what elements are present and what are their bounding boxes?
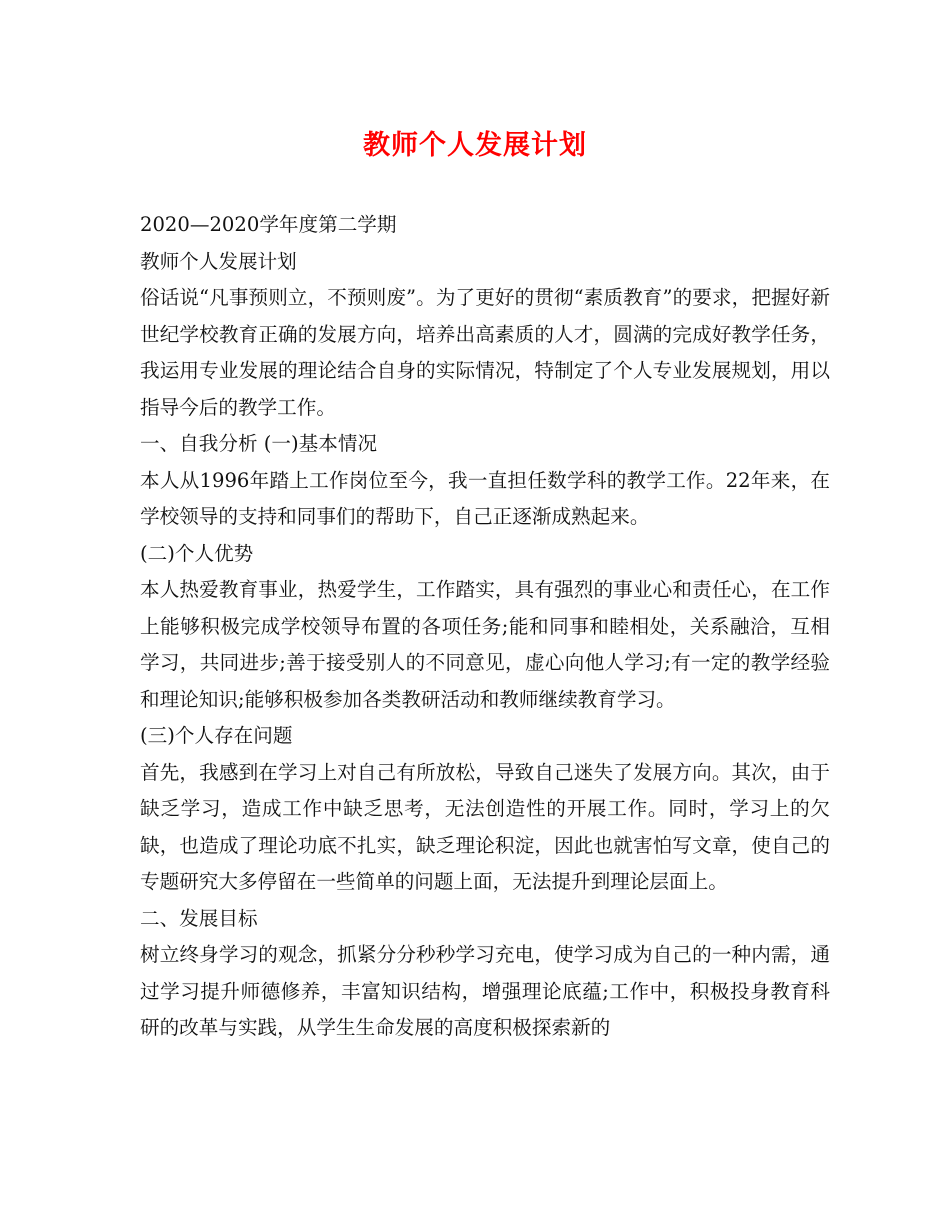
paragraph-subtitle: 教师个人发展计划: [140, 249, 297, 273]
paragraph-development-goals: 树立终身学习的观念，抓紧分分秒秒学习充电，使学习成为自己的一种内需，通过学习提升师德修养，丰富知识结构，增强理论底蕴;工作中，积极投身教育科研的改革与实践，从学生生命发展的高度积极探索新的: [140, 943, 830, 1039]
heading-development-goals: 二、发展目标: [140, 906, 258, 930]
heading-self-analysis: 一、自我分析 (一)基本情况: [140, 432, 378, 455]
paragraph-introduction: 俗话说“凡事预则立，不预则废”。为了更好的贯彻“素质教育”的要求，把握好新世纪学校教育正确的发展方向，培养出高素质的人才，圆满的完成好教学任务，我运用专业发展的理论结合自身的实际情况，特制定了个人专业发展规划，用以指导今后的教学工作。: [140, 286, 830, 419]
paragraph-existing-problems: 首先，我感到在学习上对自己有所放松，导致自己迷失了发展方向。其次，由于缺乏学习，造成工作中缺乏思考，无法创造性的开展工作。同时，学习上的欠缺，也造成了理论功底不扎实，缺乏理论积淀，因此也就害怕写文章，使自己的专题研究大多停留在一些简单的问题上面，无法提升到理论层面上。: [140, 760, 830, 893]
paragraph-basic-situation: 本人从1996年踏上工作岗位至今，我一直担任数学科的教学工作。22年来，在学校领导的支持和同事们的帮助下，自己正逐渐成熟起来。: [140, 468, 830, 528]
heading-personal-strengths: (二)个人优势: [140, 541, 254, 565]
paragraph-school-term: 2020—2020学年度第二学期: [140, 213, 397, 236]
heading-existing-problems: (三)个人存在问题: [140, 724, 293, 747]
document-title: 教师个人发展计划: [363, 130, 587, 161]
document-body: [140, 207, 830, 1047]
paragraph-personal-strengths: 本人热爱教育事业，热爱学生，工作踏实，具有强烈的事业心和责任心，在工作上能够积极完成学校领导布置的各项任务;能和同事和睦相处，关系融洽，互相学习，共同进步;善于接受别人的不同意见，虚心向他人学习;有一定的教学经验和理论知识;能够积极参加各类教研活动和教师继续教育学习。: [140, 578, 830, 711]
